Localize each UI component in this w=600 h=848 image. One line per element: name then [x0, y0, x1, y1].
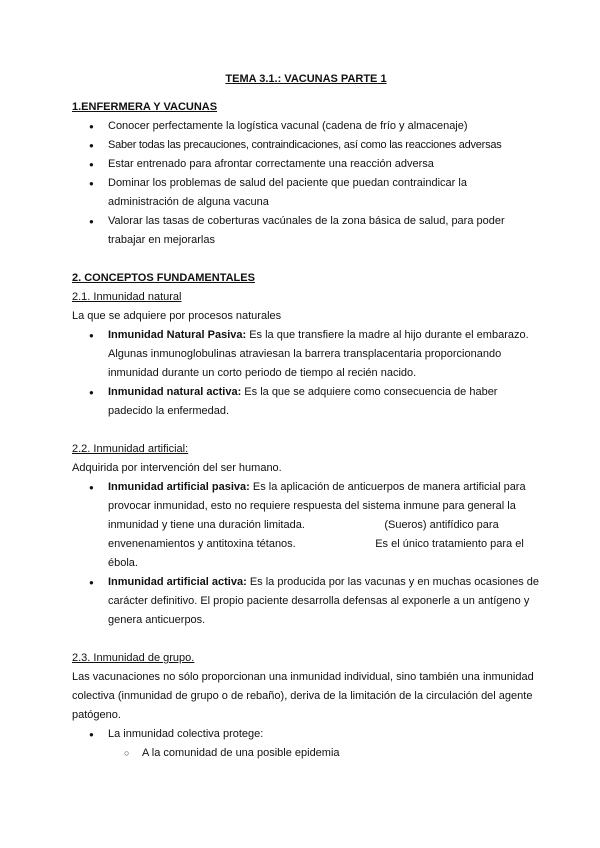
term-label: Inmunidad artificial pasiva: [108, 481, 250, 493]
list-item [108, 383, 540, 421]
grupo-sublist [72, 744, 540, 763]
list-item [108, 573, 540, 630]
list-item: ● Valorar las tasas de coberturas vacúnales de la zona básica de salud, para poder trabajar en mejorarlas [108, 212, 540, 250]
term-text: Es la producida por las vacunas y en muchas ocasiones de carácter definitivo. El propio paciente desarrolla defensas al exponerle a un antígeno y genera anticuerpos. [108, 576, 540, 626]
term-label: Inmunidad artificial activa: [108, 576, 247, 588]
list-item: ○ A la comunidad de una posible epidemia [142, 744, 540, 763]
list-item: ● Saber todas las precauciones, contraindicaciones, así como las reacciones adversas [108, 136, 540, 155]
grupo-list [72, 725, 540, 744]
enfermera-list [72, 117, 540, 250]
list-item: ● La inmunidad colectiva protege: [108, 725, 540, 744]
subsection-heading-natural: 2.1. Inmunidad natural [72, 291, 182, 303]
document-title: TEMA 3.1.: VACUNAS PARTE 1 [225, 73, 387, 85]
term-text: Es la que transfiere la madre al hijo durante el embarazo. Algunas inmunoglobulinas atraviesan la barrera transplacentaria proporcionando inmunidad durante un corto periodo de tiempo al recién nacido. [108, 329, 529, 379]
term-text: Es la que se adquiere como consecuencia de haber padecido la enfermedad. [108, 386, 498, 417]
list-item [108, 326, 540, 383]
section-heading-conceptos: 2. CONCEPTOS FUNDAMENTALES [72, 272, 255, 284]
list-item: ● Dominar los problemas de salud del paciente que puedan contraindicar la administración de alguna vacuna [108, 174, 540, 212]
subsection-heading-artificial: 2.2. Inmunidad artificial: [72, 443, 189, 455]
subsection-intro: La que se adquiere por procesos naturales [72, 310, 282, 322]
list-item: ● Conocer perfectamente la logística vacunal (cadena de frío y almacenaje) [108, 117, 540, 136]
term-text: Es la aplicación de anticuerpos de manera artificial para provocar inmunidad, esto no requiere respuesta del sistema inmune para general la inmunidad y tiene una duración limitada. (Sueros) antifídico para envenenamientos y antitoxina tétanos. Es el único tratamiento para el ébola. [108, 481, 529, 569]
list-item [108, 478, 540, 573]
term-label: Inmunidad natural activa: [108, 386, 242, 398]
term-label: Inmunidad Natural Pasiva: [108, 329, 247, 341]
subsection-intro: Adquirida por intervención del ser humano. [72, 462, 282, 474]
subsection-heading-grupo: 2.3. Inmunidad de grupo. [72, 652, 195, 664]
artificial-list [72, 478, 540, 630]
section-heading-enfermera: 1.ENFERMERA Y VACUNAS [72, 101, 218, 113]
natural-list [72, 326, 540, 421]
list-item: ● Estar entrenado para afrontar correctamente una reacción adversa [108, 155, 540, 174]
subsection-intro: Las vacunaciones no sólo proporcionan una inmunidad individual, sino también una inmunidad colectiva (inmunidad de grupo o de rebaño), deriva de la limitación de la circulación del agente patógeno. [72, 671, 534, 721]
